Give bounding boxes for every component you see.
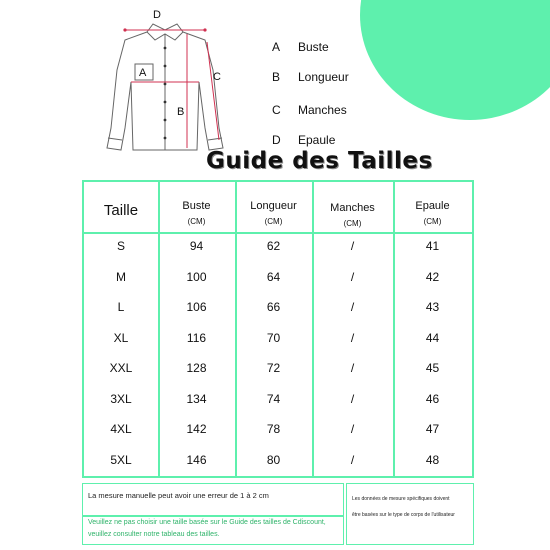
table-cell-size: L xyxy=(117,300,125,314)
table-cell-value: 66 xyxy=(266,300,281,314)
table-cell-value: / xyxy=(350,239,355,253)
note-error-margin: La mesure manuelle peut avoir une erreur de 1 à 2 cm xyxy=(88,491,269,500)
page-title: Guide des Tailles xyxy=(206,148,433,174)
table-cell-value: 45 xyxy=(425,361,440,375)
table-cell-value: 46 xyxy=(425,391,440,406)
table-cell-size: 5XL xyxy=(110,452,132,467)
label-c: C xyxy=(213,71,221,83)
table-cell-size: S xyxy=(116,239,125,253)
table-cell-size: XXL xyxy=(109,361,133,375)
header-unit: (CM) xyxy=(423,217,442,226)
legend-text: Manches xyxy=(298,103,347,117)
header-unit: (CM) xyxy=(264,217,283,226)
note-measure-specific: Les données de mesure spécifiques doivent xyxy=(352,496,450,502)
table-cell-value: 78 xyxy=(266,422,281,436)
table-cell-value: 42 xyxy=(425,269,440,284)
table-cell-value: 44 xyxy=(425,330,440,345)
table-cell-value: 142 xyxy=(186,422,207,436)
note-divider xyxy=(83,515,343,517)
table-cell-value: 62 xyxy=(266,239,281,253)
table-cell-value: / xyxy=(350,391,355,406)
table-cell-size: XL xyxy=(113,330,129,345)
legend-text: Buste xyxy=(298,40,329,54)
table-cell-value: 74 xyxy=(266,391,281,406)
header-manches xyxy=(312,202,393,228)
header-unit: (CM) xyxy=(343,219,362,228)
label-b: B xyxy=(177,106,185,118)
legend-key: C xyxy=(272,103,281,117)
table-cell-value: 72 xyxy=(266,361,281,375)
header-longueur xyxy=(235,200,312,226)
header-unit: (CM) xyxy=(187,217,206,226)
label-a: A xyxy=(139,67,147,79)
note-body-type: être basées sur le type de corps de l'utilisateur xyxy=(352,512,455,518)
table-cell-size: 3XL xyxy=(110,391,132,406)
table-cell-value: 43 xyxy=(425,300,440,314)
table-cell-value: / xyxy=(350,452,355,467)
table-cell-value: / xyxy=(350,422,355,436)
legend-item-d xyxy=(272,133,335,147)
table-cell-value: / xyxy=(350,361,355,375)
table-cell-value: 134 xyxy=(186,391,207,406)
table-cell-size: 4XL xyxy=(110,422,132,436)
shirt-diagram xyxy=(95,10,235,160)
legend-item-c xyxy=(272,103,347,117)
legend-item-a xyxy=(272,40,329,54)
size-table xyxy=(82,180,474,478)
table-cell-value: 48 xyxy=(425,452,440,467)
table-cell-value: 41 xyxy=(425,239,440,253)
table-cell-value: 94 xyxy=(189,239,204,253)
header-label: Buste xyxy=(182,200,211,212)
table-cell-value: 106 xyxy=(186,300,207,314)
table-cell-value: 100 xyxy=(186,269,207,284)
legend-key: B xyxy=(272,70,281,84)
header-epaule xyxy=(393,200,472,226)
note-cdiscount-warning: Veuillez ne pas choisir une taille basée sur le Guide des tailles de Cdiscount, xyxy=(88,519,326,526)
legend-key: D xyxy=(272,133,281,147)
table-cell-value: / xyxy=(350,330,355,345)
table-cell-value: / xyxy=(350,269,355,284)
table-cell-value: 47 xyxy=(425,422,440,436)
table-cell-value: 64 xyxy=(266,269,281,284)
table-cell-value: 70 xyxy=(266,330,281,345)
header-taille: Taille xyxy=(103,202,139,219)
table-divider xyxy=(84,232,472,234)
label-d: D xyxy=(153,10,161,21)
header-label: Epaule xyxy=(415,200,450,212)
table-cell-value: / xyxy=(350,300,355,314)
table-cell-value: 80 xyxy=(266,452,281,467)
legend-text: Longueur xyxy=(298,70,349,84)
header-buste xyxy=(158,200,235,226)
decorative-circle xyxy=(360,0,550,120)
legend-text: Epaule xyxy=(298,133,336,147)
header-label: Manches xyxy=(330,202,375,214)
table-cell-value: 146 xyxy=(186,452,207,467)
legend-item-b xyxy=(272,70,349,84)
table-cell-value: 128 xyxy=(186,361,207,375)
legend-key: A xyxy=(272,40,281,54)
header-label: Longueur xyxy=(250,200,297,212)
table-cell-value: 116 xyxy=(186,330,207,345)
table-cell-size: M xyxy=(116,269,126,284)
note-consult-table: veuillez consulter notre tableau des tailles. xyxy=(88,531,220,538)
